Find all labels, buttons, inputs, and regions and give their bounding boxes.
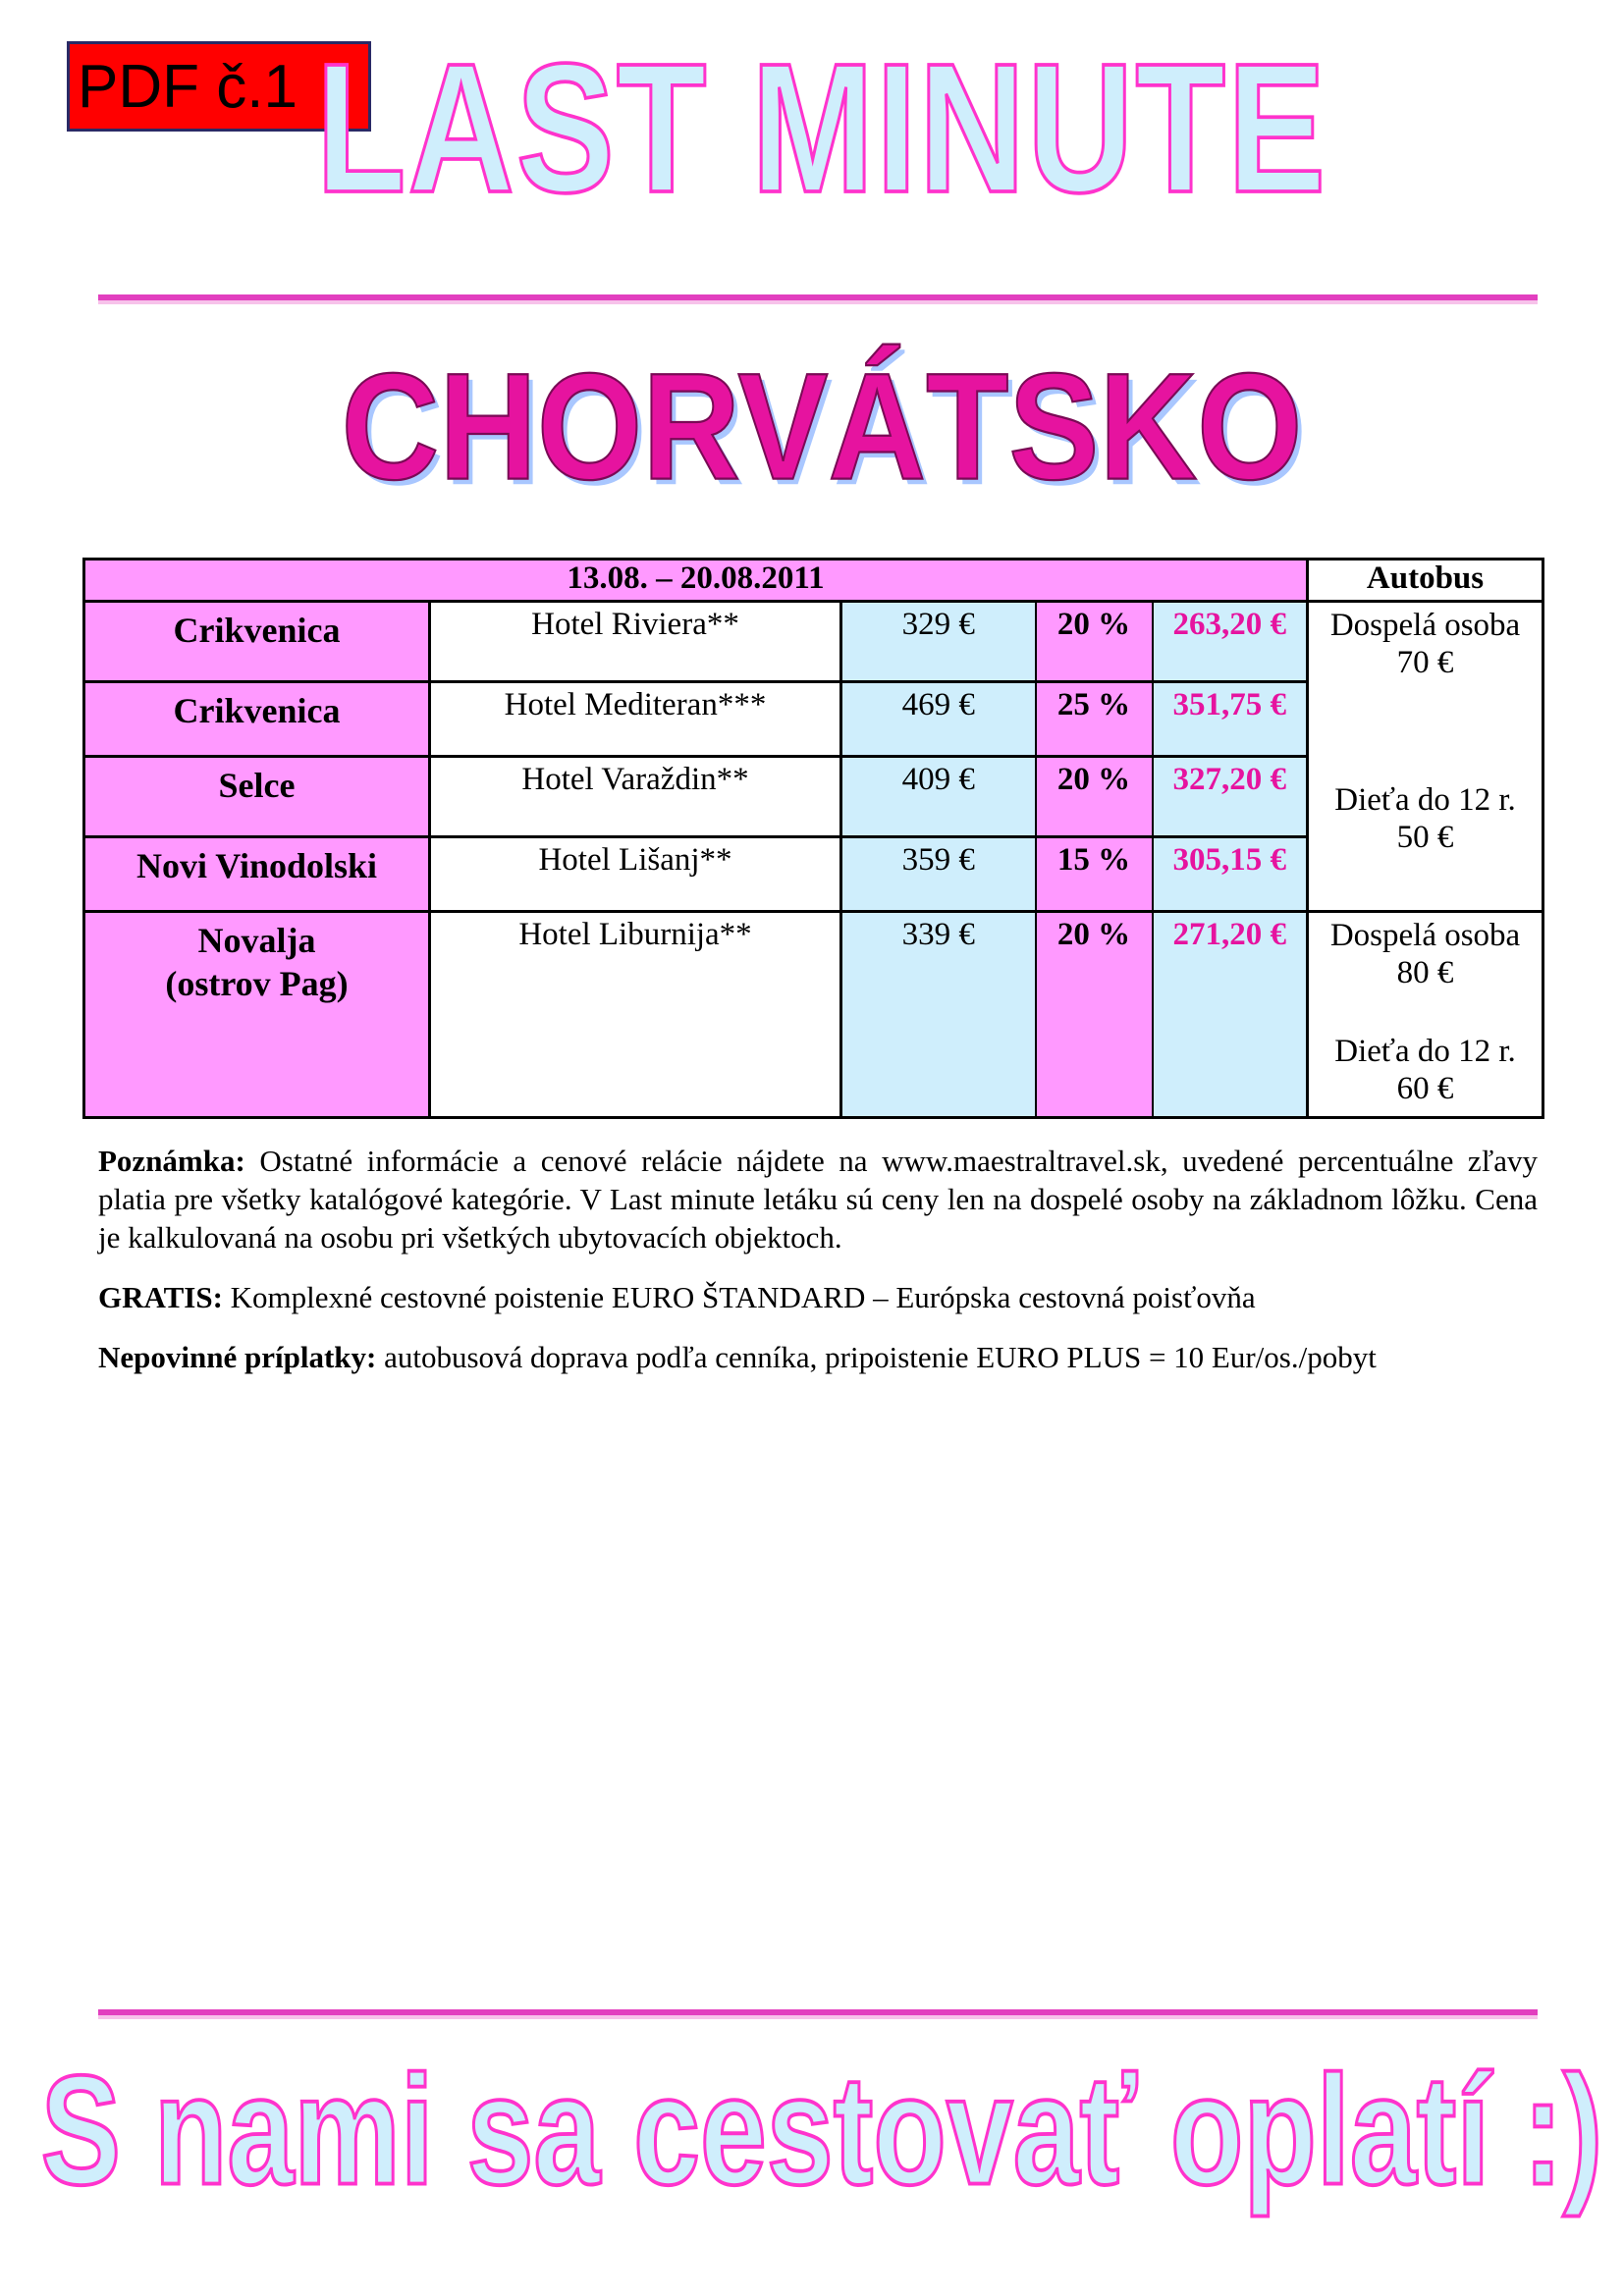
bus-child-price: 60 € xyxy=(1396,1071,1454,1106)
table-header-row xyxy=(84,560,1543,602)
price-cell: 469 € xyxy=(841,682,1036,757)
destination-name: Novalja xyxy=(197,921,316,960)
hotel-cell: Hotel Liburnija** xyxy=(430,912,841,1118)
destination-cell xyxy=(84,912,430,1118)
discount-cell: 20 % xyxy=(1036,757,1153,837)
bus-child-label: Dieťa do 12 r. xyxy=(1334,782,1516,818)
destination-cell: Crikvenica xyxy=(84,602,430,682)
note-label: Poznámka: xyxy=(98,1144,245,1178)
bus-adult-label: Dospelá osoba xyxy=(1329,608,1521,643)
offers-table xyxy=(82,558,1544,1119)
discount-cell: 20 % xyxy=(1036,602,1153,682)
date-header: 13.08. – 20.08.2011 xyxy=(84,560,1308,602)
table-row xyxy=(84,912,1543,1118)
final-price-cell: 327,20 € xyxy=(1153,757,1308,837)
gratis-text: Komplexné cestovné poistenie EURO ŠTANDARD – Európska cestovná poisťovňa xyxy=(222,1280,1256,1314)
bus-adult-price: 80 € xyxy=(1396,955,1454,990)
extras-text: autobusová doprava podľa cenníka, pripoistenie EURO PLUS = 10 Eur/os./pobyt xyxy=(376,1340,1377,1374)
hotel-cell: Hotel Mediteran*** xyxy=(430,682,841,757)
note-text: Ostatné informácie a cenové relácie nájdete na www.maestraltravel.sk, uvedené percentuálne zľavy platia pre všetky katalógové kategórie. V Last minute letáku sú ceny len na dospelé osoby na základnom lôžku. Cena je kalkulovaná na osobu pri všetkých ubytovacích objektoch. xyxy=(98,1144,1538,1255)
bus-adult-price: 70 € xyxy=(1396,645,1454,680)
pdf-badge: PDF č.1 xyxy=(67,41,371,132)
price-cell: 359 € xyxy=(841,837,1036,912)
bottom-divider xyxy=(98,2009,1538,2019)
extras-label: Nepovinné príplatky: xyxy=(98,1340,377,1374)
destination-cell: Novi Vinodolski xyxy=(84,837,430,912)
slogan: S nami sa cestovať oplatí :) xyxy=(40,2043,1603,2217)
table-row xyxy=(84,602,1543,682)
price-cell: 409 € xyxy=(841,757,1036,837)
destination-island: (ostrov Pag) xyxy=(165,964,349,1003)
bus-header: Autobus xyxy=(1308,560,1543,602)
final-price-cell: 271,20 € xyxy=(1153,912,1308,1118)
discount-cell: 15 % xyxy=(1036,837,1153,912)
bus-prices-group-1 xyxy=(1308,602,1543,912)
bus-prices-group-2 xyxy=(1308,912,1543,1118)
final-price-cell: 263,20 € xyxy=(1153,602,1308,682)
final-price-cell: 351,75 € xyxy=(1153,682,1308,757)
note-paragraph xyxy=(98,1142,1538,1256)
gratis-label: GRATIS: xyxy=(98,1280,223,1314)
gratis-paragraph xyxy=(98,1278,1538,1316)
extras-paragraph xyxy=(98,1338,1538,1376)
country-title: CHORVÁTSKO xyxy=(341,342,1303,512)
hotel-cell: Hotel Varaždin** xyxy=(430,757,841,837)
final-price-cell: 305,15 € xyxy=(1153,837,1308,912)
bus-child-price: 50 € xyxy=(1396,820,1454,855)
discount-cell: 20 % xyxy=(1036,912,1153,1118)
hotel-cell: Hotel Riviera** xyxy=(430,602,841,682)
bus-adult-label: Dospelá osoba xyxy=(1329,918,1521,953)
price-cell: 339 € xyxy=(841,912,1036,1118)
discount-cell: 25 % xyxy=(1036,682,1153,757)
top-divider xyxy=(98,294,1538,304)
price-cell: 329 € xyxy=(841,602,1036,682)
destination-cell: Selce xyxy=(84,757,430,837)
notes-section xyxy=(98,1142,1538,1398)
last-minute-title: LAST MINUTE xyxy=(315,25,1328,231)
destination-cell: Crikvenica xyxy=(84,682,430,757)
hotel-cell: Hotel Lišanj** xyxy=(430,837,841,912)
bus-child-label: Dieťa do 12 r. xyxy=(1334,1034,1516,1069)
